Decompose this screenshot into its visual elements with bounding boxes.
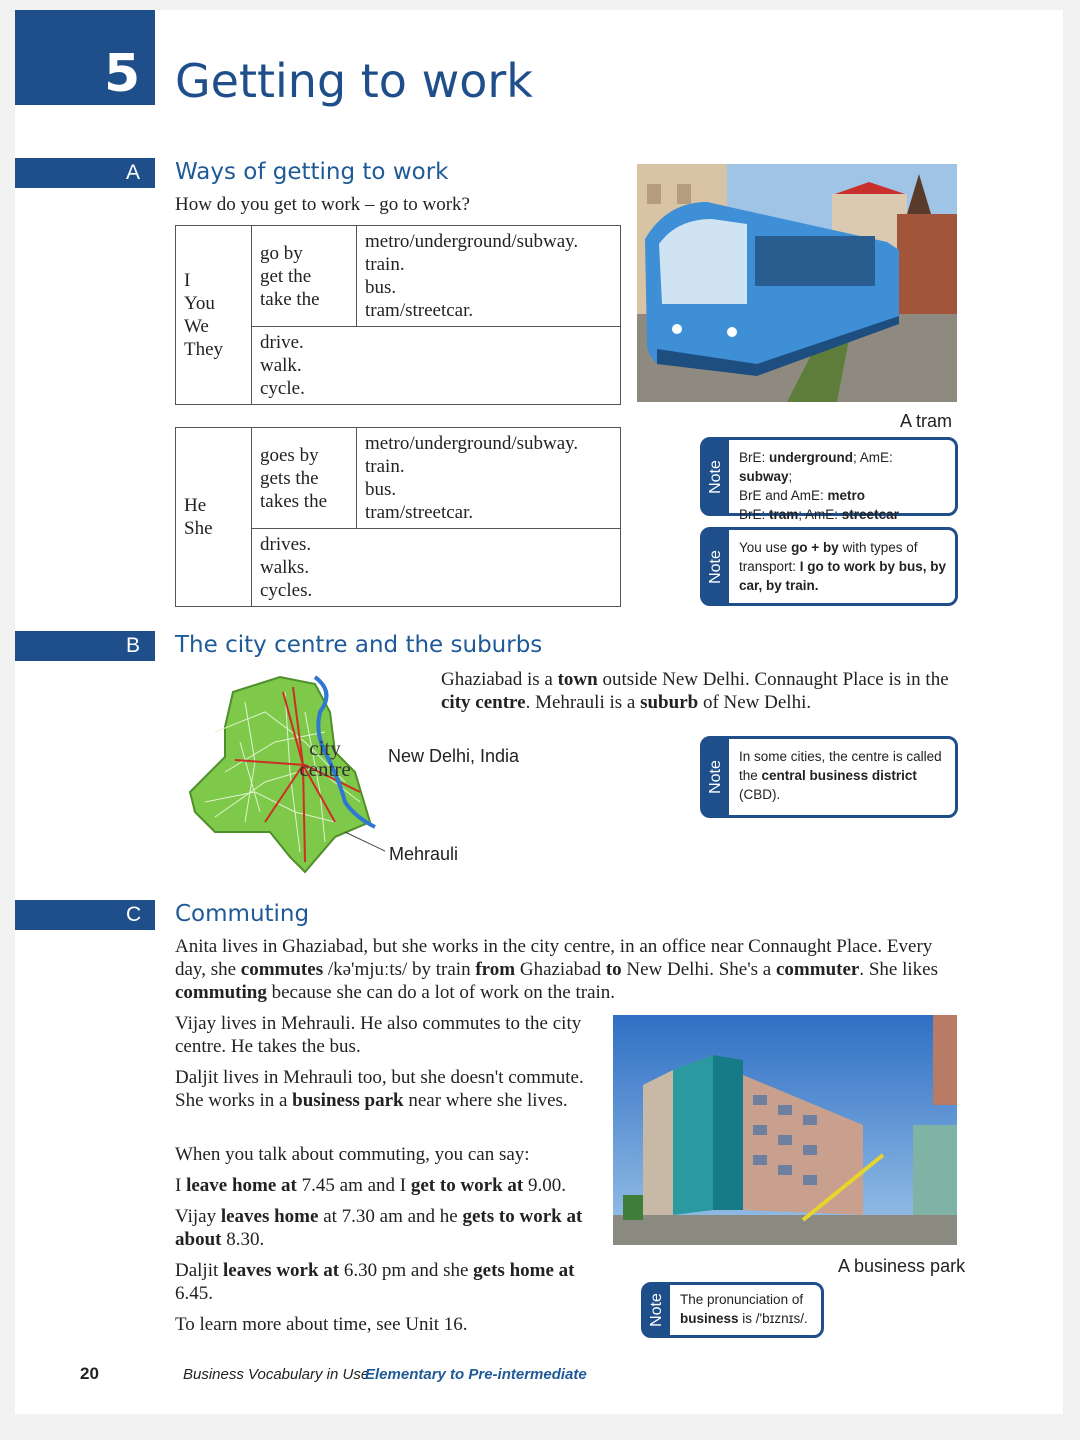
section-a-title: Ways of getting to work — [175, 159, 449, 185]
transport-cell: metro/underground/subway. train. bus. tram/streetcar. — [357, 428, 621, 529]
note-text: In some cities, the centre is called the central business district (CBD). — [739, 749, 942, 802]
unit-number: 5 — [104, 44, 141, 104]
commute-sentence-3: Daljit leaves work at 6.30 pm and she gets home at 6.45. — [175, 1260, 575, 1304]
section-c-letter: C — [126, 903, 142, 926]
note-tab: Note — [703, 440, 729, 513]
delhi-map — [185, 672, 385, 877]
note-tab: Note — [644, 1285, 670, 1335]
verb-table-1 — [175, 225, 621, 405]
transport-cell: metro/underground/subway. train. bus. tram/streetcar. — [357, 226, 621, 327]
tram-caption: A tram — [900, 411, 953, 431]
pronoun-cell: He She — [176, 428, 252, 607]
commute-sentence-1: I leave home at 7.45 am and I get to work at 9.00. — [175, 1175, 567, 1196]
section-c-paragraph-4: When you talk about commuting, you can say: — [175, 1144, 530, 1165]
map-caption: New Delhi, India — [388, 746, 520, 766]
note-text: You use go + by with types of transport: I go to work by bus, by car, by train. — [739, 540, 947, 593]
section-c-paragraph-3: Daljit lives in Mehrauli too, but she doesn't commute. She works in a business park near where she lives. — [175, 1067, 584, 1111]
section-c-paragraph-1: Anita lives in Ghaziabad, but she works in the city centre, in an office near Connaught Place. Every day, she commutes /kə'mjuːts/ by train from Ghaziabad to New Delhi. She's a commuter. She likes commuting because she can do a lot of work on the train. — [175, 936, 938, 1003]
commute-sentence-2: Vijay leaves home at 7.30 am and he gets to work at about 8.30. — [175, 1206, 583, 1250]
section-b-paragraph: Ghaziabad is a town outside New Delhi. Connaught Place is in the city centre. Mehrauli is a suburb of New Delhi. — [441, 669, 949, 713]
verb-table-2 — [175, 427, 621, 607]
note-box-bre-ame — [700, 437, 958, 522]
other-verbs-cell: drive. walk. cycle. — [252, 327, 621, 405]
tram-photo — [637, 164, 957, 402]
section-c-title: Commuting — [175, 901, 310, 927]
business-park-caption: A business park — [838, 1256, 966, 1276]
section-a-letter: A — [126, 161, 141, 184]
map-city-centre-label: city centre — [299, 736, 351, 781]
page-number: 20 — [80, 1364, 99, 1383]
note-box-go-by — [700, 527, 958, 606]
note-tab: Note — [703, 530, 729, 603]
section-a-question: How do you get to work – go to work? — [175, 194, 470, 215]
section-b-letter: B — [126, 634, 141, 657]
business-park-photo — [613, 1015, 957, 1245]
other-verbs-cell: drives. walks. cycles. — [252, 529, 621, 607]
verb-cell: go by get the take the — [252, 226, 357, 327]
section-c-paragraph-2: Vijay lives in Mehrauli. He also commutes to the city centre. He takes the bus. — [175, 1013, 582, 1057]
note-text: The pronunciation of business is /'bɪznɪs/. — [680, 1292, 808, 1326]
section-b-title: The city centre and the suburbs — [175, 632, 543, 658]
note-box-cbd — [700, 736, 958, 818]
pronoun-cell: I You We They — [176, 226, 252, 405]
verb-cell: goes by gets the takes the — [252, 428, 357, 529]
section-c-paragraph-5: To learn more about time, see Unit 16. — [175, 1314, 468, 1335]
unit-title: Getting to work — [175, 54, 533, 108]
note-tab: Note — [703, 739, 729, 815]
footer-book-title: Business Vocabulary in Use — [183, 1366, 370, 1383]
footer-level: Elementary to Pre-intermediate — [365, 1366, 587, 1383]
note-box-pronunciation — [641, 1282, 824, 1338]
map-suburb-label: Mehrauli — [389, 844, 459, 864]
note-text: BrE: underground; AmE: subway; BrE and AmE: metro BrE: tram; AmE: streetcar — [739, 450, 899, 522]
